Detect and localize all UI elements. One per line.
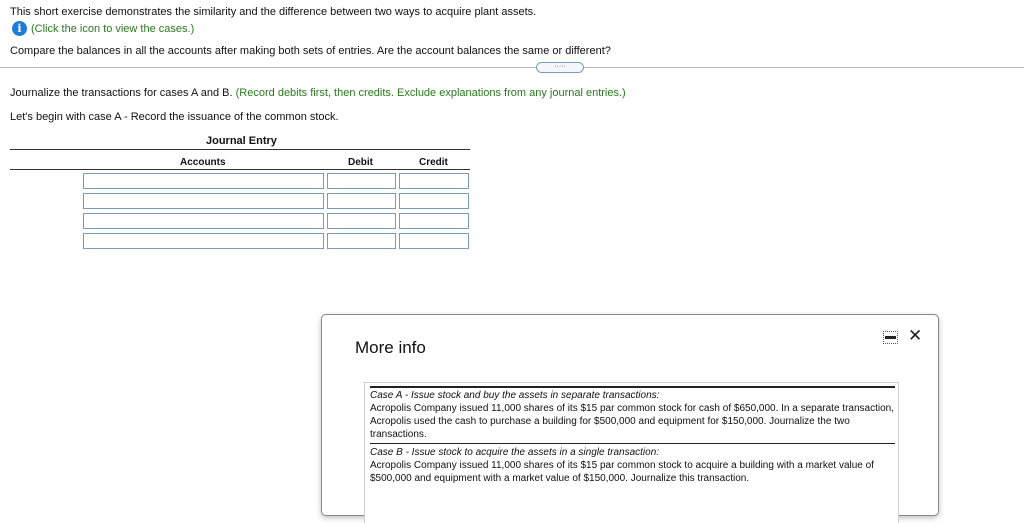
- case-b-body: Acropolis Company issued 11,000 shares of its $15 par common stock to acquire a building with a market value of $500,000 and equipment with a market value of $150,000. Journalize this transaction.: [370, 460, 874, 484]
- info-icon[interactable]: i: [12, 21, 27, 36]
- credit-input-3[interactable]: [399, 213, 469, 229]
- debit-input-2[interactable]: [327, 193, 396, 209]
- minimize-icon[interactable]: [883, 331, 898, 344]
- journal-entry-title: Journal Entry: [206, 135, 277, 147]
- case-b-rule: [370, 443, 895, 444]
- case-a-heading: Case A - Issue stock and buy the assets in separate transactions:: [370, 390, 660, 401]
- debit-input-4[interactable]: [327, 233, 396, 249]
- debit-column-header: Debit: [348, 157, 373, 168]
- case-b-heading: Case B - Issue stock to acquire the assets in a single transaction:: [370, 447, 660, 458]
- cases-panel: [364, 382, 899, 523]
- close-icon[interactable]: ✕: [908, 326, 923, 346]
- account-input-2[interactable]: [83, 193, 324, 209]
- view-cases-link[interactable]: (Click the icon to view the cases.): [31, 22, 195, 35]
- case-a: [370, 389, 895, 441]
- credit-input-1[interactable]: [399, 173, 469, 189]
- info-row: [12, 21, 194, 36]
- account-input-1[interactable]: [83, 173, 324, 189]
- case-b: [370, 446, 895, 485]
- intro-text: This short exercise demonstrates the similarity and the difference between two ways to acquire plant assets.: [10, 6, 537, 18]
- divider: [0, 67, 1024, 68]
- debit-input-3[interactable]: [327, 213, 396, 229]
- case-a-instruction: Let's begin with case A - Record the issuance of the common stock.: [10, 111, 339, 123]
- case-a-rule: [370, 386, 895, 388]
- journalize-text: Journalize the transactions for cases A and B.: [10, 87, 233, 99]
- minimize-bar: [885, 336, 896, 339]
- case-a-body: Acropolis Company issued 11,000 shares of its $15 par common stock for cash of $650,000. In a separate transaction, Acropolis used the cash to purchase a building for $500,000 and equipment for $150,000. Journalize the two transactions.: [370, 403, 894, 440]
- credit-input-4[interactable]: [399, 233, 469, 249]
- debit-input-1[interactable]: [327, 173, 396, 189]
- credit-column-header: Credit: [419, 157, 448, 168]
- expand-button[interactable]: ·····: [536, 62, 584, 73]
- journal-rule-header: [10, 169, 470, 170]
- account-input-3[interactable]: [83, 213, 324, 229]
- modal-title: More info: [355, 338, 426, 357]
- journalize-instruction: [10, 87, 626, 99]
- journalize-note: (Record debits first, then credits. Exclude explanations from any journal entries.): [235, 87, 626, 99]
- credit-input-2[interactable]: [399, 193, 469, 209]
- question-text: Compare the balances in all the accounts after making both sets of entries. Are the account balances the same or different?: [10, 45, 611, 57]
- accounts-column-header: Accounts: [180, 157, 226, 168]
- more-info-modal: [321, 314, 939, 516]
- journal-rule-top: [10, 149, 470, 150]
- account-input-4[interactable]: [83, 233, 324, 249]
